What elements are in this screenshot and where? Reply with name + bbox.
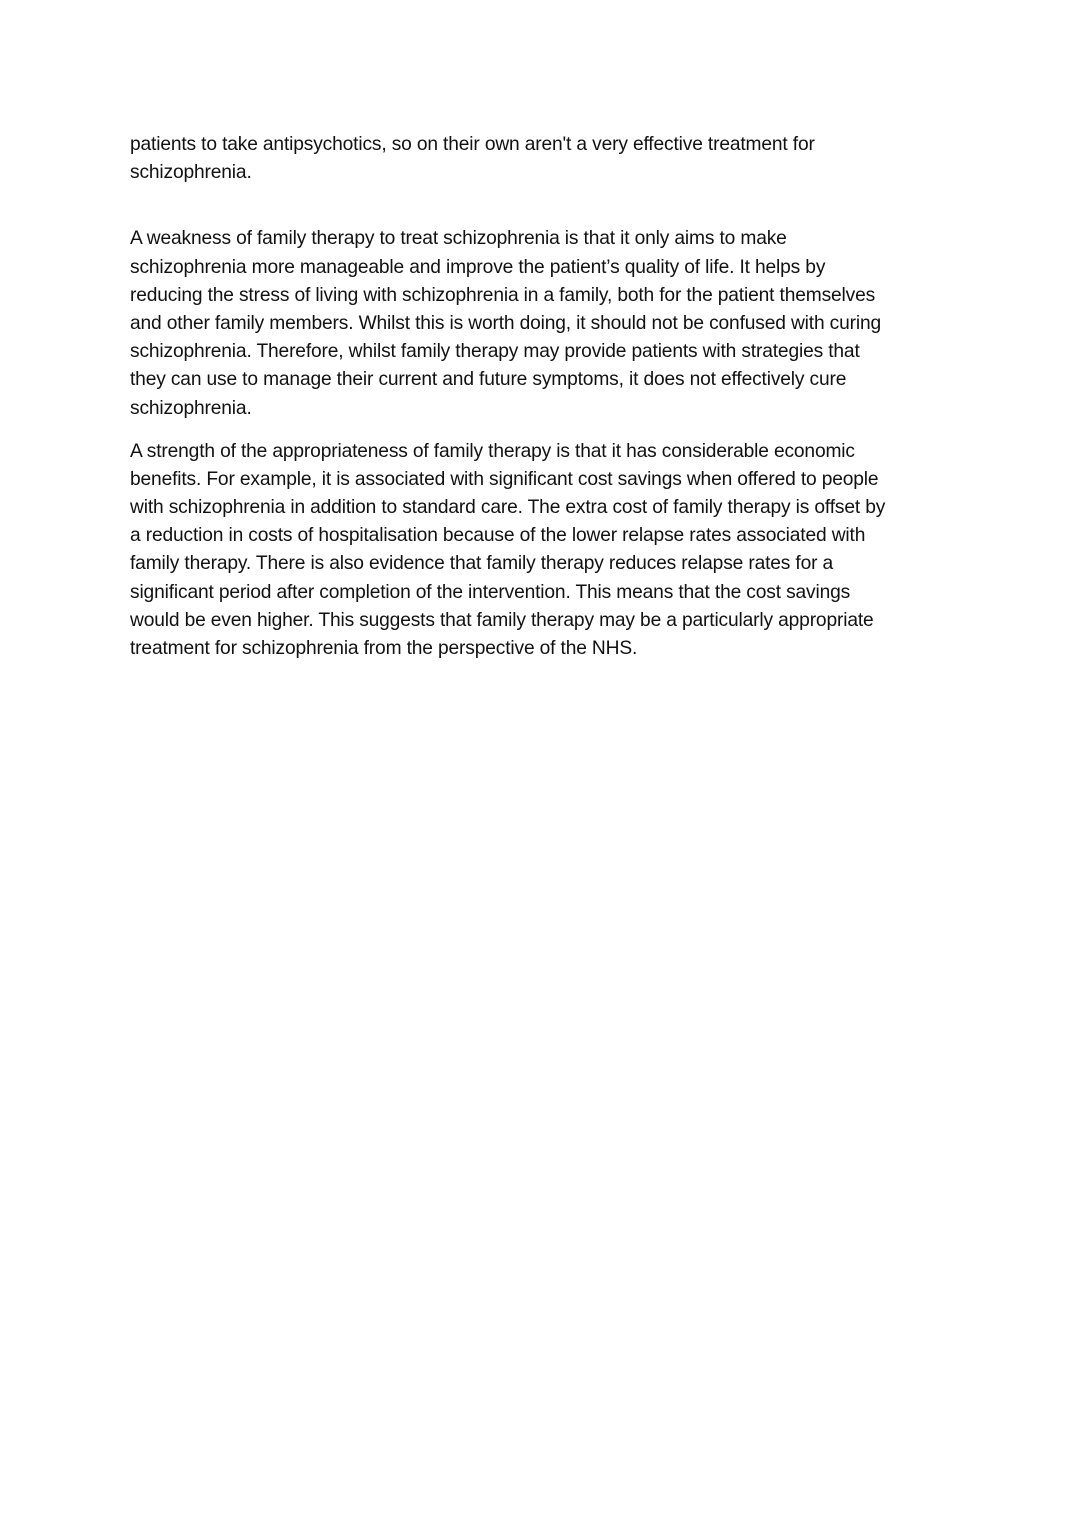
text-line: a reduction in costs of hospitalisation because of the lower relapse rates associated with <box>130 525 866 547</box>
paragraph-2 <box>130 225 960 422</box>
paragraph-1 <box>130 131 960 187</box>
text-line: schizophrenia. <box>130 397 252 419</box>
text-line: A weakness of family therapy to treat schizophrenia is that it only aims to make <box>130 228 787 250</box>
text-line: reducing the stress of living with schizophrenia in a family, both for the patient themselves <box>130 284 876 306</box>
text-line: with schizophrenia in addition to standard care. The extra cost of family therapy is offset by <box>130 497 886 519</box>
text-line: schizophrenia more manageable and improve the patient’s quality of life. It helps by <box>130 256 826 278</box>
text-line: family therapy. There is also evidence that family therapy reduces relapse rates for a <box>130 553 834 575</box>
text-line: schizophrenia. Therefore, whilst family therapy may provide patients with strategies that <box>130 341 860 363</box>
document-page <box>130 131 960 663</box>
text-line: significant period after completion of the intervention. This means that the cost savings <box>130 581 851 603</box>
text-line: treatment for schizophrenia from the perspective of the NHS. <box>130 638 638 659</box>
text-line: and other family members. Whilst this is worth doing, it should not be confused with curing <box>130 312 882 334</box>
text-line: A strength of the appropriateness of family therapy is that it has considerable economic <box>130 440 855 462</box>
text-line: patients to take antipsychotics, so on their own aren't a very effective treatment for <box>130 134 815 155</box>
paragraph-3 <box>130 438 960 664</box>
text-line: benefits. For example, it is associated with significant cost savings when offered to people <box>130 468 879 490</box>
text-line: they can use to manage their current and future symptoms, it does not effectively cure <box>130 369 847 391</box>
text-line: schizophrenia. <box>130 162 252 184</box>
text-line: would be even higher. This suggests that family therapy may be a particularly appropriate <box>130 609 874 631</box>
